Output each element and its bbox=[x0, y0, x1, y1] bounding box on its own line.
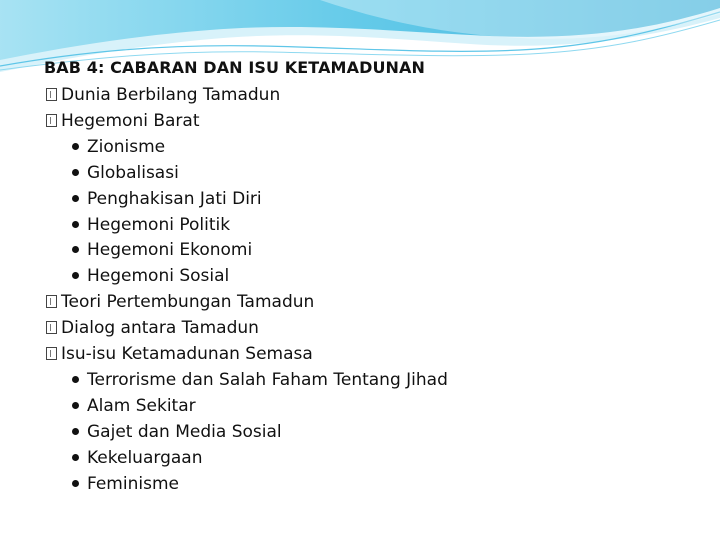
bullet-item-level1 bbox=[46, 84, 280, 106]
bullet-item-level2 bbox=[72, 421, 282, 443]
dot-bullet-icon bbox=[72, 376, 79, 383]
bullet-item-text: Globalisasi bbox=[87, 162, 179, 183]
bullet-item-text: Gajet dan Media Sosial bbox=[87, 421, 282, 442]
square-bullet-icon bbox=[46, 88, 57, 101]
dot-bullet-icon bbox=[72, 428, 79, 435]
bullet-item-text: Hegemoni Ekonomi bbox=[87, 240, 253, 261]
square-bullet-icon bbox=[46, 347, 57, 360]
bullet-item-text: Teori Pertembungan Tamadun bbox=[61, 292, 315, 313]
bullet-item-text: Zionisme bbox=[87, 136, 166, 157]
dot-bullet-icon bbox=[72, 246, 79, 253]
bullet-item-level1 bbox=[46, 110, 200, 132]
dot-bullet-icon bbox=[72, 169, 79, 176]
square-bullet-icon bbox=[46, 114, 57, 127]
dot-bullet-icon bbox=[72, 480, 79, 487]
bullet-item-level2 bbox=[72, 214, 230, 236]
slide-title: BAB 4: CABARAN DAN ISU KETAMADUNAN bbox=[44, 58, 426, 77]
bullet-item-level2 bbox=[72, 136, 165, 158]
dot-bullet-icon bbox=[72, 221, 79, 228]
bullet-item-level2 bbox=[72, 162, 179, 184]
bullet-item-level1 bbox=[46, 343, 313, 365]
square-bullet-icon bbox=[46, 295, 57, 308]
dot-bullet-icon bbox=[72, 272, 79, 279]
bullet-item-level2 bbox=[72, 473, 179, 495]
dot-bullet-icon bbox=[72, 195, 79, 202]
bullet-item-text: Penghakisan Jati Diri bbox=[87, 188, 262, 209]
bullet-item-text: Hegemoni Barat bbox=[61, 110, 200, 131]
bullet-item-text: Dialog antara Tamadun bbox=[61, 318, 259, 339]
dot-bullet-icon bbox=[72, 454, 79, 461]
bullet-item-text: Hegemoni Sosial bbox=[87, 266, 230, 287]
bullet-item-text: Hegemoni Politik bbox=[87, 214, 231, 235]
dot-bullet-icon bbox=[72, 143, 79, 150]
bullet-item-level2 bbox=[72, 447, 202, 469]
bullet-item-level2 bbox=[72, 369, 448, 391]
bullet-item-level1 bbox=[46, 317, 259, 339]
bullet-item-level2 bbox=[72, 395, 196, 417]
bullet-item-text: Alam Sekitar bbox=[87, 395, 196, 416]
square-bullet-icon bbox=[46, 321, 57, 334]
bullet-item-text: Dunia Berbilang Tamadun bbox=[61, 85, 281, 105]
bullet-item-level2 bbox=[72, 239, 252, 261]
bullet-item-text: Kekeluargaan bbox=[87, 447, 203, 468]
bullet-item-level2 bbox=[72, 265, 229, 287]
bullet-item-level2 bbox=[72, 188, 262, 210]
dot-bullet-icon bbox=[72, 402, 79, 409]
bullet-item-text: Isu-isu Ketamadunan Semasa bbox=[61, 344, 313, 364]
bullet-item-text: Terrorisme dan Salah Faham Tentang Jihad bbox=[87, 369, 448, 390]
bullet-item-text: Feminisme bbox=[87, 473, 179, 494]
bullet-item-level1 bbox=[46, 291, 314, 313]
